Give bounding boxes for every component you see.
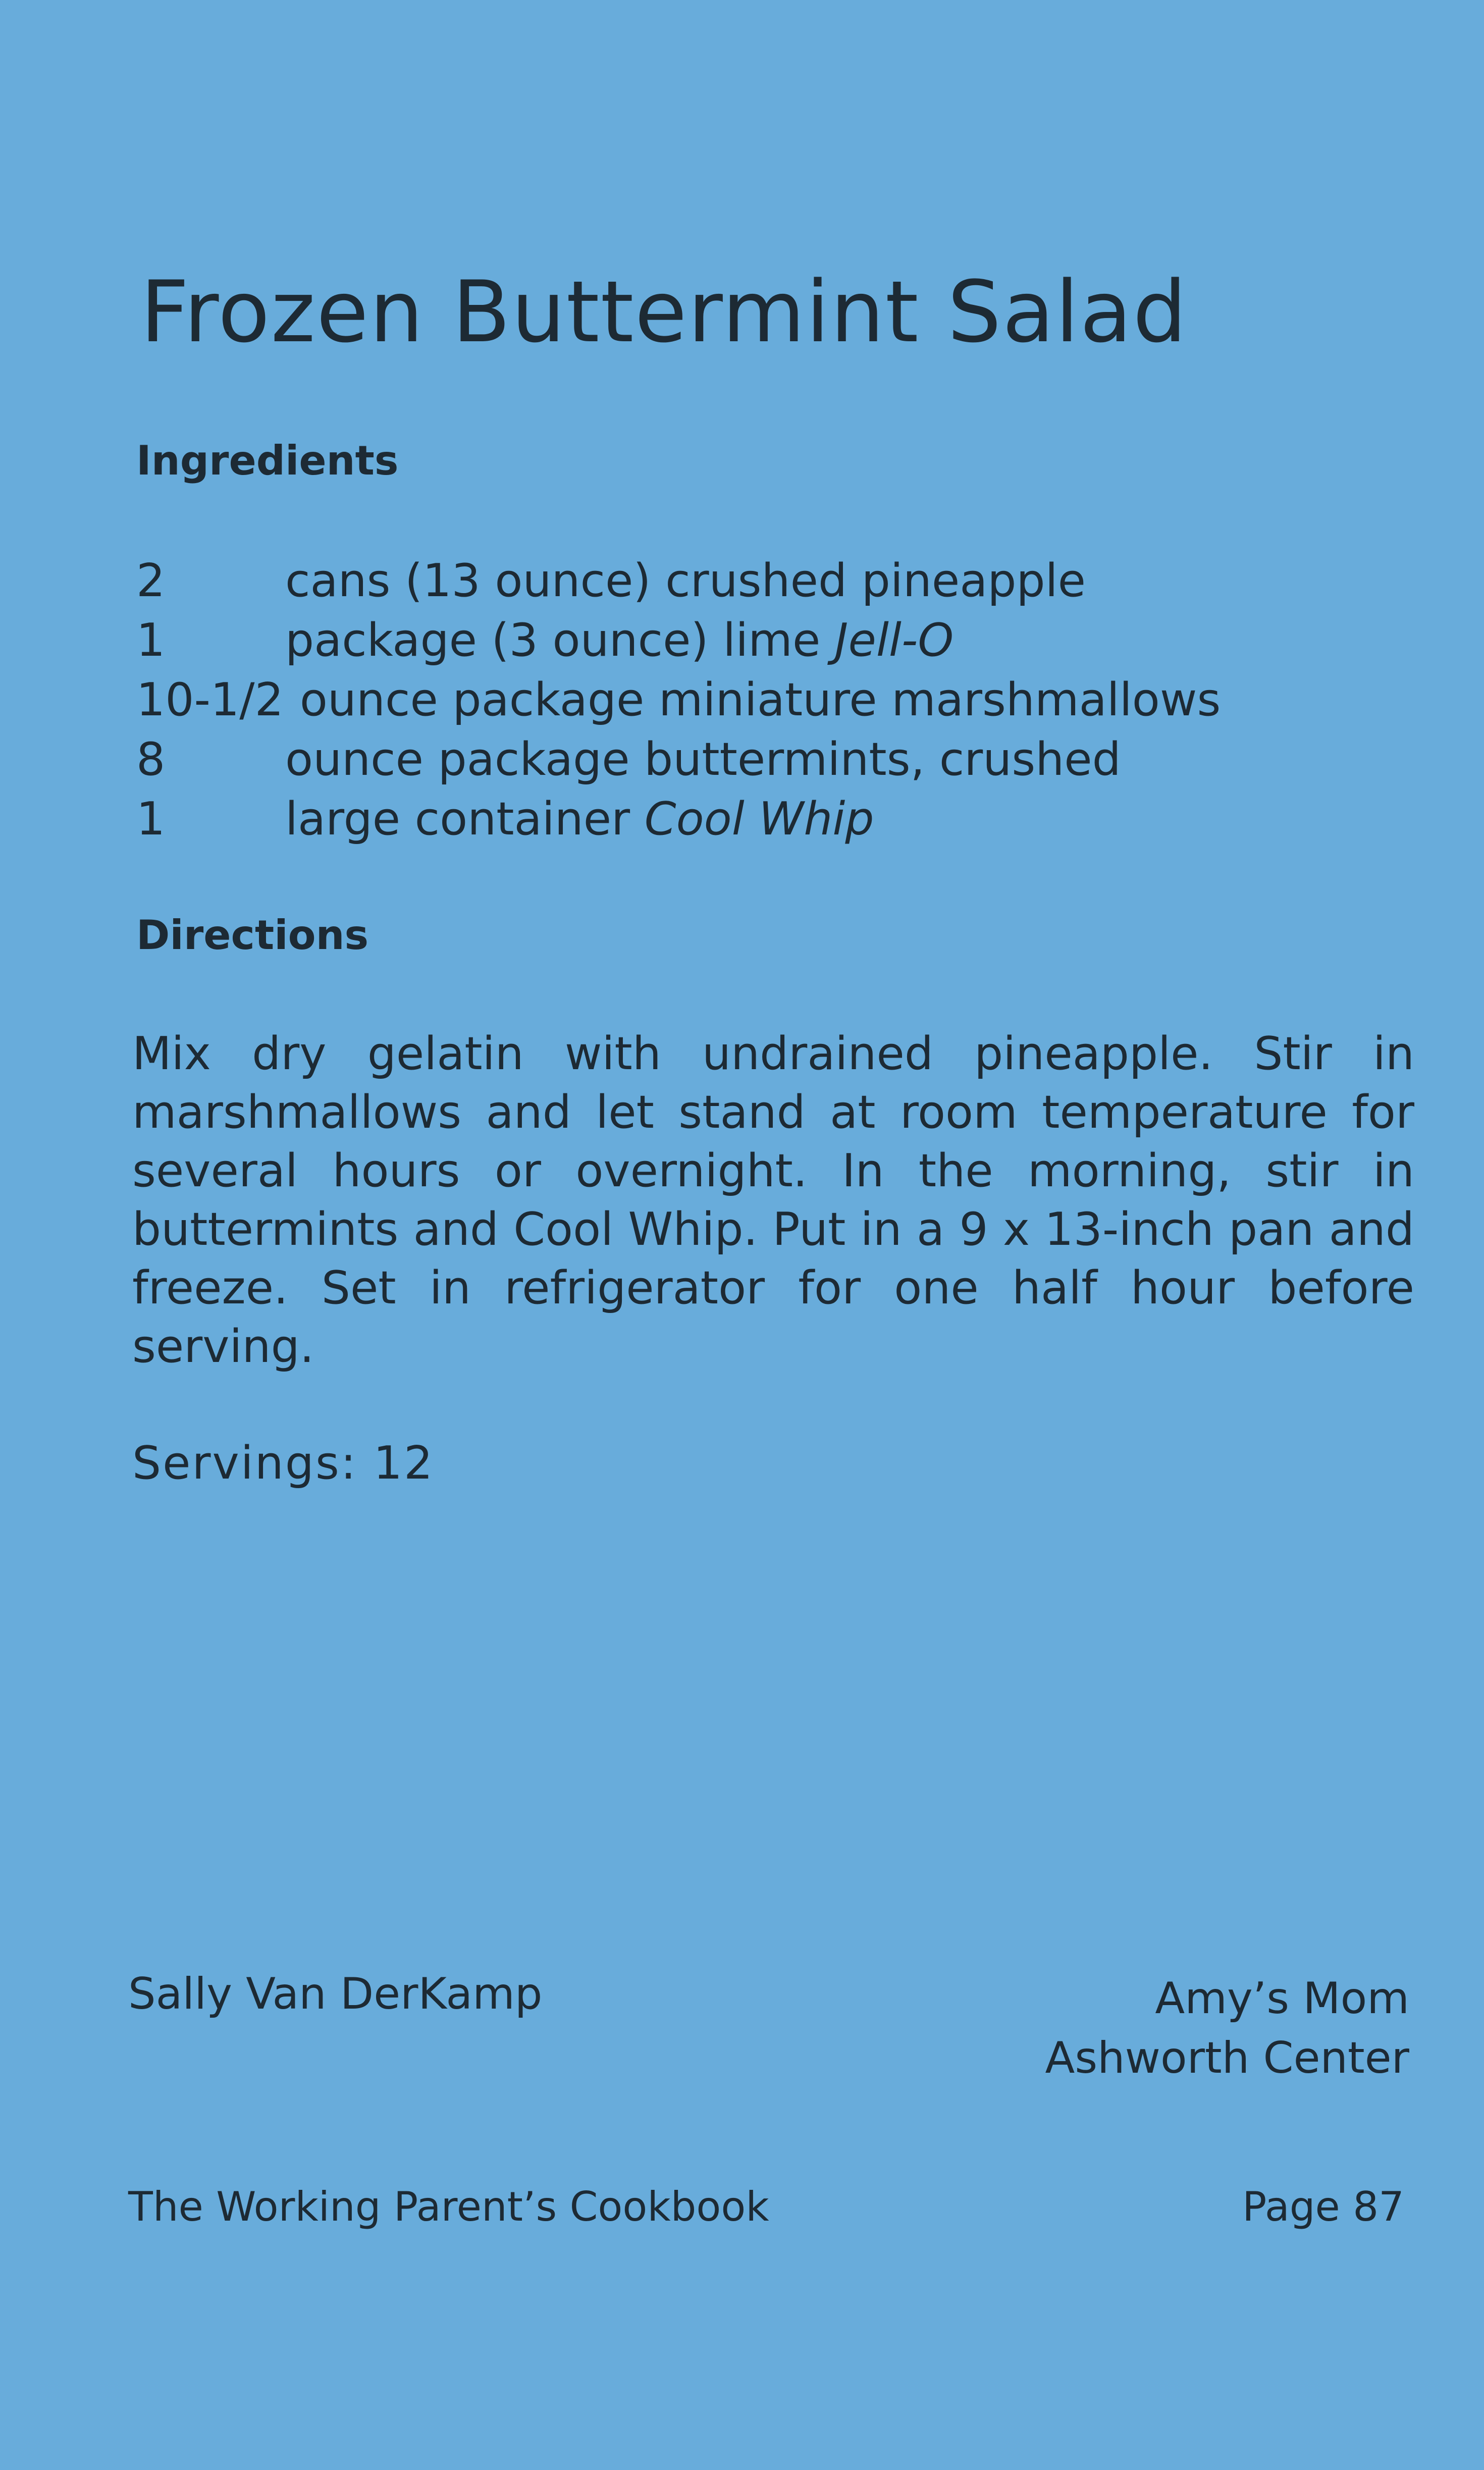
- ingredient-item: [136, 670, 1398, 730]
- contributor-relation: Amy’s Mom: [1155, 1973, 1409, 2024]
- ingredient-quantity: 10-1/2: [136, 673, 284, 726]
- ingredient-description: [285, 614, 953, 667]
- ingredient-text: ounce package buttermints, crushed: [285, 733, 1121, 786]
- directions-heading: Directions: [136, 912, 369, 959]
- ingredient-quantity: 1: [136, 614, 166, 667]
- ingredient-text: ounce package miniature marshmallows: [299, 673, 1221, 726]
- ingredients-heading: Ingredients: [136, 437, 399, 484]
- ingredient-quantity: 8: [136, 733, 166, 786]
- ingredient-text: large container: [285, 793, 645, 846]
- ingredient-text: cans (13 ounce) crushed pineapple: [285, 554, 1086, 607]
- ingredient-description: [285, 554, 1086, 607]
- servings-text: Servings: 12: [132, 1437, 435, 1490]
- ingredient-description: [285, 793, 874, 846]
- ingredient-brand: Jell-O: [834, 614, 954, 667]
- recipe-title: Frozen Buttermint Salad: [140, 262, 1188, 361]
- ingredient-item: [136, 611, 1398, 670]
- contributor-affiliation: [1045, 1969, 1409, 2088]
- ingredient-item: [136, 790, 1398, 849]
- book-title: The Working Parent’s Cookbook: [128, 2183, 769, 2230]
- ingredient-quantity: 2: [136, 554, 166, 607]
- ingredients-list: [136, 551, 1398, 849]
- ingredient-item: [136, 730, 1398, 790]
- directions-text: Mix dry gelatin with undrained pineapple. Stir in marshmallows and let stand at room temperature for several hours or overnight. In the morning, stir in buttermints and Cool Whip. Put in a 9 x 13-inch pan and freeze. Set in refrigerator for one half hour before serving.: [132, 1027, 1414, 1373]
- ingredient-description: [300, 673, 1221, 726]
- ingredient-item: [136, 551, 1398, 611]
- ingredient-brand: Cool Whip: [644, 793, 874, 846]
- contributor-center: Ashworth Center: [1045, 2033, 1409, 2083]
- contributor-name: Sally Van DerKamp: [128, 1969, 543, 2019]
- ingredient-description: [285, 733, 1121, 786]
- ingredient-quantity: 1: [136, 793, 166, 846]
- page-number: Page 87: [1242, 2183, 1404, 2230]
- ingredient-text: package (3 ounce) lime: [285, 614, 835, 667]
